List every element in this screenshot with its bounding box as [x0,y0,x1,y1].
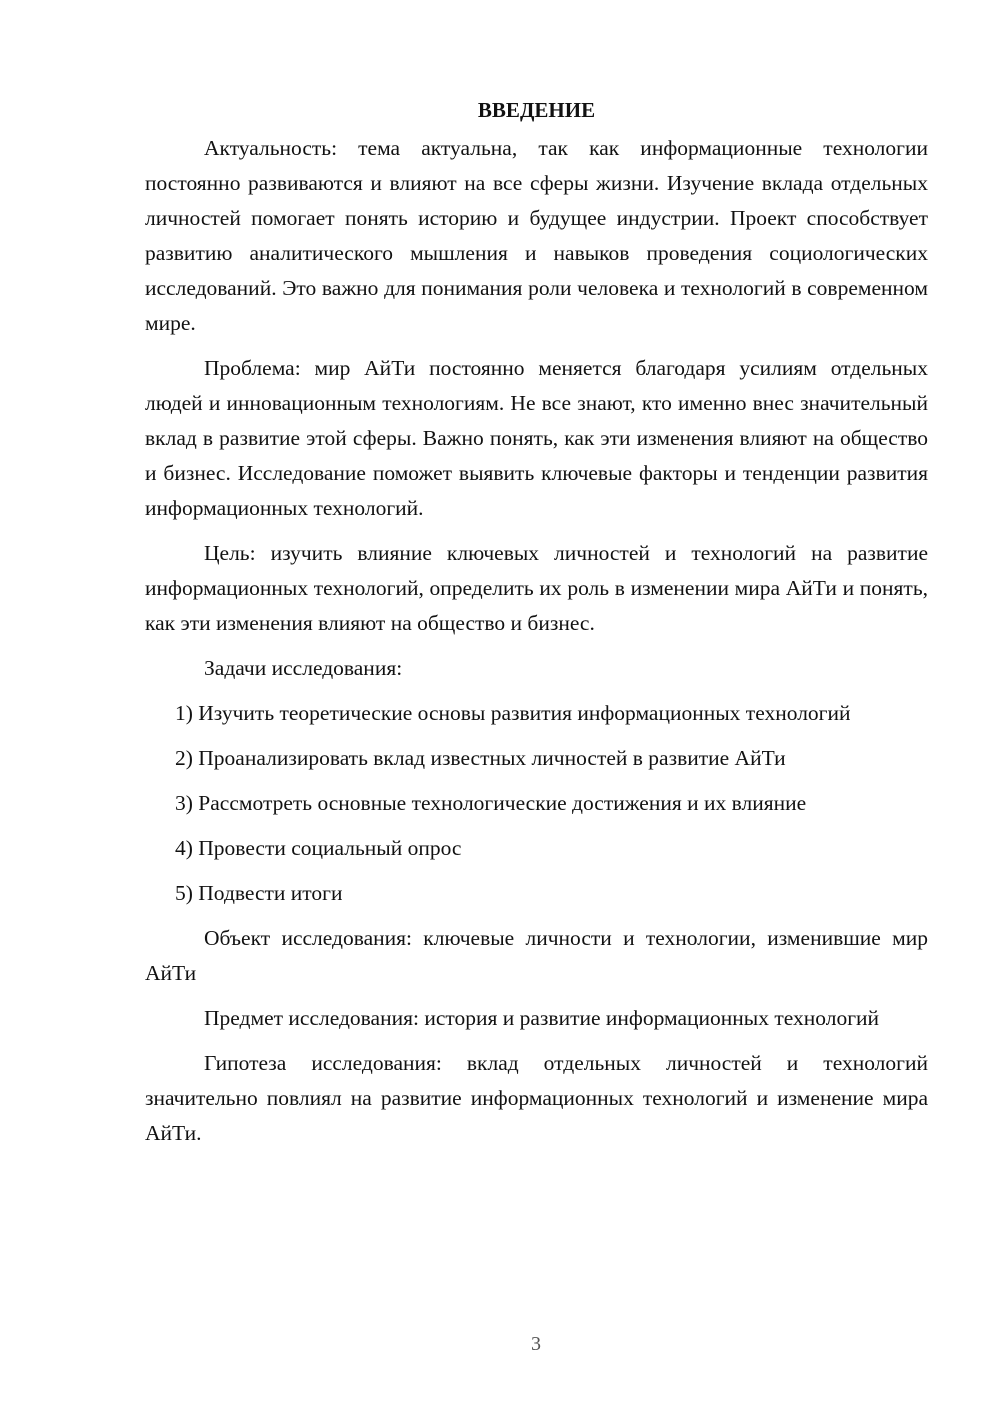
tasks-heading: Задачи исследования: [204,656,403,680]
document-page [145,93,928,1161]
goal-paragraph: Цель: изучить влияние ключевых личностей и технологий на развитие информационных технологий, определить их роль в изменении мира АйТи и понять, как эти изменения влияют на общество и бизнес. [145,541,928,635]
task-item: 4) Провести социальный опрос [175,836,462,860]
task-item: 5) Подвести итоги [175,881,343,905]
task-item: 3) Рассмотреть основные технологические достижения и их влияние [175,791,807,815]
section-title: ВВЕДЕНИЕ [477,98,596,122]
object-paragraph: Объект исследования: ключевые личности и технологии, изменившие мир АйТи [145,926,928,985]
page-number: 3 [531,1333,541,1355]
subject-paragraph: Предмет исследования: история и развитие информационных технологий [204,1006,880,1030]
problem-paragraph: Проблема: мир АйТи постоянно меняется благодаря усилиям отдельных людей и инновационным технологиям. Не все знают, кто именно внес значительный вклад в развитие этой сферы. Важно понять, как эти изменения влияют на общество и бизнес. Исследование поможет выявить ключевые факторы и тенденции развития информационных технологий. [145,356,928,520]
tasks-list [145,696,928,911]
task-item: 2) Проанализировать вклад известных личностей в развитие АйТи [175,746,786,770]
task-item: 1) Изучить теоретические основы развития информационных технологий [175,701,851,725]
relevance-paragraph: Актуальность: тема актуальна, так как информационные технологии постоянно развиваются и влияют на все сферы жизни. Изучение вклада отдельных личностей помогает понять историю и будущее индустрии. Проект способствует развитию аналитического мышления и навыков проведения социологических исследований. Это важно для понимания роли человека и технологий в современном мире. [145,136,928,335]
hypothesis-paragraph: Гипотеза исследования: вклад отдельных личностей и технологий значительно повлиял на развитие информационных технологий и изменение мира АйТи. [145,1051,928,1145]
